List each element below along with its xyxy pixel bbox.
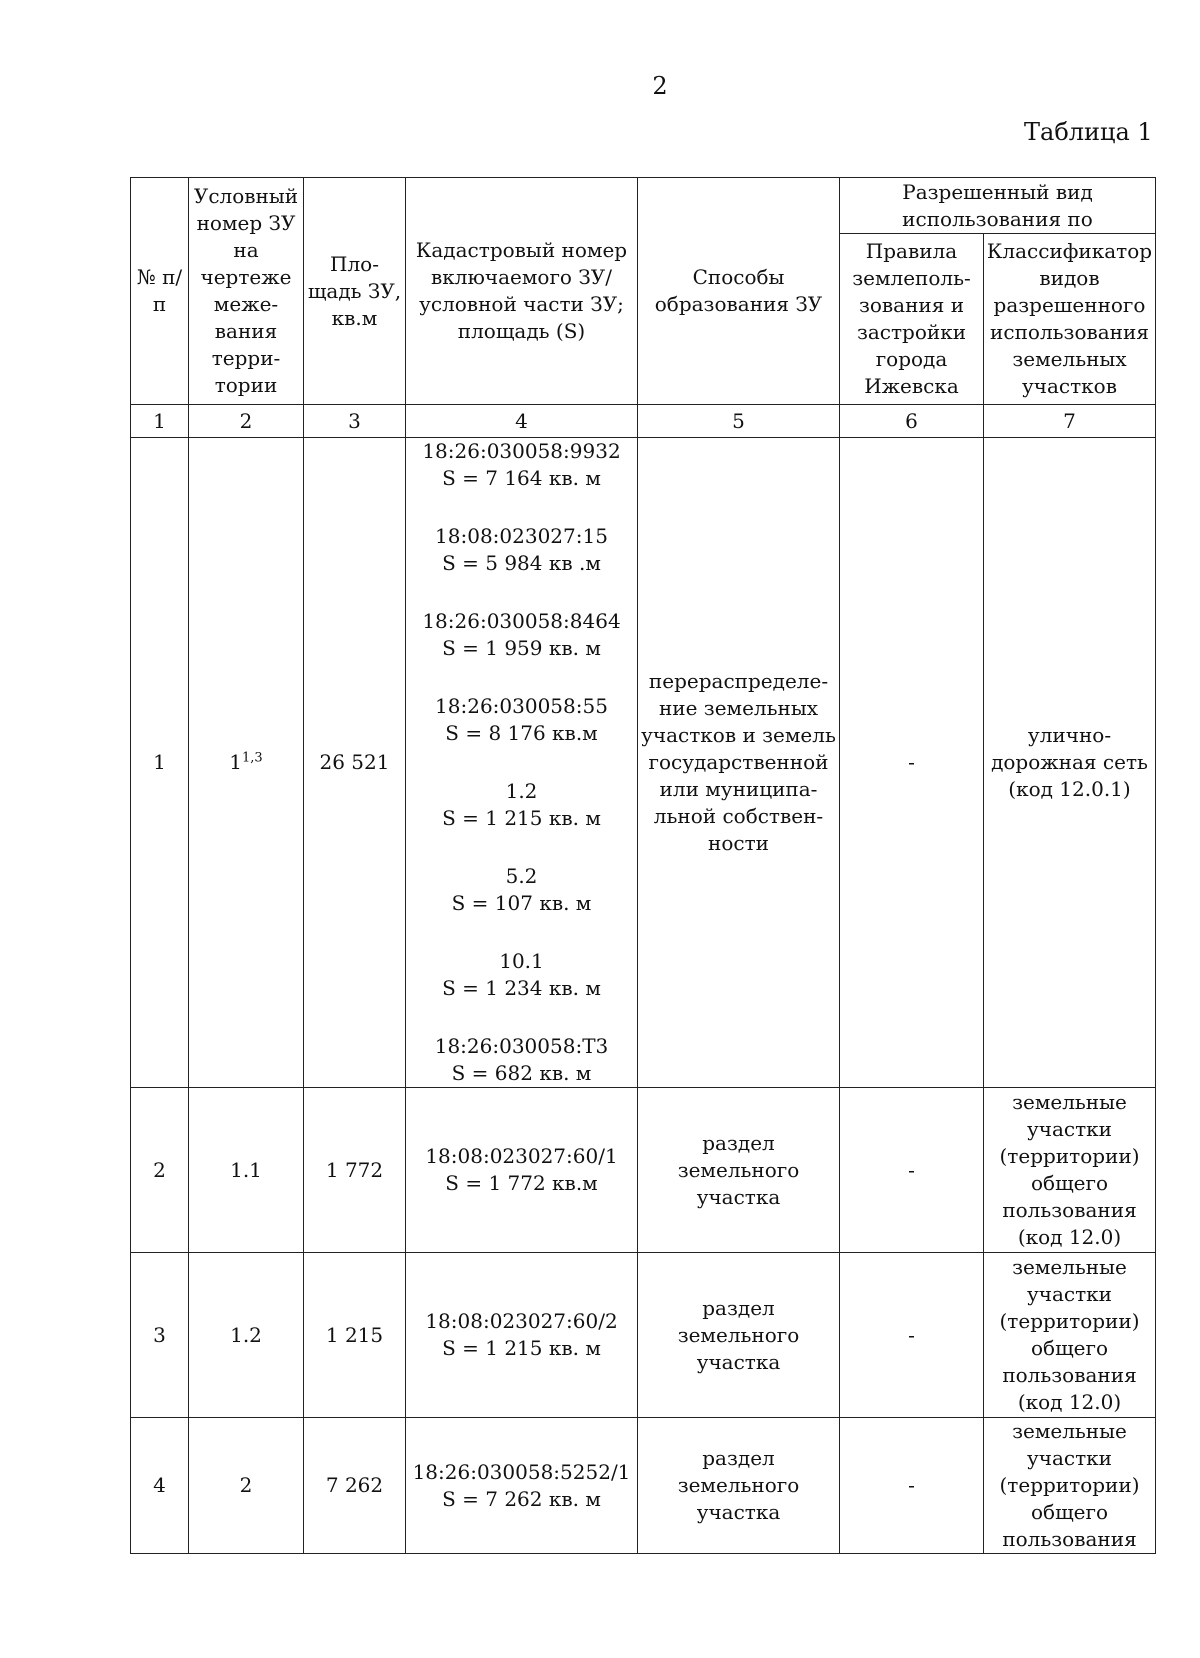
cadastral-area: S = 7 262 кв. м xyxy=(442,1486,601,1511)
cadastral-area: S = 8 176 кв.м xyxy=(445,721,598,745)
cadastral-id: 18:26:030058:5252/1 xyxy=(412,1459,631,1484)
zu-base: 1 xyxy=(229,750,243,774)
cadastral-entry xyxy=(408,948,635,1002)
row-zu-number: 2 xyxy=(189,1418,304,1554)
cadastral-id: 1.2 xyxy=(505,779,538,803)
header-col-classifier: Классификатор видов разрешенного использования земельных участков xyxy=(984,234,1156,405)
col-number-cell: 4 xyxy=(406,405,638,438)
cadastral-area: S = 7 164 кв. м xyxy=(442,466,601,490)
cadastral-area: S = 1 772 кв.м xyxy=(445,1171,598,1195)
col-number-cell: 7 xyxy=(984,405,1156,438)
cadastral-area: S = 5 984 кв .м xyxy=(442,551,601,575)
row-method: раздел земельного участка xyxy=(638,1088,840,1253)
col-number-cell: 6 xyxy=(840,405,984,438)
cadastral-id: 18:26:030058:8464 xyxy=(422,609,621,633)
cadastral-area: S = 1 215 кв. м xyxy=(442,806,601,830)
cadastral-area: S = 1 215 кв. м xyxy=(442,1336,601,1360)
header-col-rules: Правила землеполь-зования и застройки города Ижевска xyxy=(840,234,984,405)
row-rules: - xyxy=(840,438,984,1088)
row-number: 3 xyxy=(131,1253,189,1418)
cadastral-entry xyxy=(408,778,635,832)
row-number: 4 xyxy=(131,1418,189,1554)
cadastral-id: 18:08:023027:60/1 xyxy=(425,1144,618,1168)
header-col-method: Способы образования ЗУ xyxy=(638,178,840,405)
table-row xyxy=(131,1253,1156,1418)
table-caption: Таблица 1 xyxy=(1024,118,1153,146)
column-numbers-row xyxy=(131,405,1156,438)
header-col-zu: Условный номер ЗУ на чертеже меже-вания терри-тории xyxy=(189,178,304,405)
cadastral-entry xyxy=(408,438,635,492)
row-cadastral xyxy=(406,1418,638,1554)
header-col-area: Пло-щадь ЗУ, кв.м xyxy=(304,178,406,405)
row-area: 1 772 xyxy=(304,1088,406,1253)
cadastral-id: 18:08:023027:60/2 xyxy=(425,1309,618,1333)
row-zu-number xyxy=(189,438,304,1088)
row-rules: - xyxy=(840,1418,984,1554)
col-number-cell: 1 xyxy=(131,405,189,438)
row-classifier: земельные участки (территории) общего пользования (код 12.0) xyxy=(984,1253,1156,1418)
cadastral-id: 10.1 xyxy=(499,949,544,973)
row-cadastral xyxy=(406,1253,638,1418)
col-number-cell: 3 xyxy=(304,405,406,438)
header-col-number: № п/п xyxy=(131,178,189,405)
row-classifier: земельные участки (территории) общего пользования (код 12.0) xyxy=(984,1088,1156,1253)
row-zu-number: 1.2 xyxy=(189,1253,304,1418)
table-row xyxy=(131,1418,1156,1554)
row-cadastral xyxy=(406,1088,638,1253)
row-classifier: улично-дорожная сеть (код 12.0.1) xyxy=(984,438,1156,1088)
cadastral-entry xyxy=(408,523,635,577)
table-row xyxy=(131,438,1156,1088)
header-col-cadastral: Кадастровый номер включаемого ЗУ/ условной части ЗУ; площадь (S) xyxy=(406,178,638,405)
cadastral-entry xyxy=(408,693,635,747)
row-cadastral-list xyxy=(406,438,638,1088)
cadastral-id: 5.2 xyxy=(505,864,538,888)
cadastral-entry xyxy=(408,863,635,917)
header-row-1 xyxy=(131,178,1156,234)
row-rules: - xyxy=(840,1253,984,1418)
cadastral-area: S = 107 кв. м xyxy=(451,891,592,915)
cadastral-id: 18:08:023027:15 xyxy=(435,524,608,548)
zu-superscript: 1,3 xyxy=(242,750,263,766)
row-method: раздел земельного участка xyxy=(638,1253,840,1418)
row-area: 7 262 xyxy=(304,1418,406,1554)
page-number: 2 xyxy=(652,72,668,100)
land-plots-table xyxy=(130,177,1156,1554)
row-number: 1 xyxy=(131,438,189,1088)
row-method: перераспределе-ние земельных участков и земель государственной или муниципа-льной собствен-ности xyxy=(638,438,840,1088)
row-rules: - xyxy=(840,1088,984,1253)
row-zu-number: 1.1 xyxy=(189,1088,304,1253)
row-classifier: земельные участки (территории) общего пользования xyxy=(984,1418,1156,1554)
cadastral-area: S = 1 234 кв. м xyxy=(442,976,601,1000)
cadastral-entry xyxy=(408,1033,635,1087)
cadastral-area: S = 682 кв. м xyxy=(451,1061,592,1085)
col-number-cell: 2 xyxy=(189,405,304,438)
header-group-permitted-use: Разрешенный вид использования по xyxy=(840,178,1156,234)
row-area: 26 521 xyxy=(304,438,406,1088)
col-number-cell: 5 xyxy=(638,405,840,438)
table-row xyxy=(131,1088,1156,1253)
cadastral-area: S = 1 959 кв. м xyxy=(442,636,601,660)
cadastral-id: 18:26:030058:55 xyxy=(435,694,608,718)
cadastral-id: 18:26:030058:9932 xyxy=(422,439,621,463)
cadastral-entry xyxy=(408,608,635,662)
row-method: раздел земельного участка xyxy=(638,1418,840,1554)
row-number: 2 xyxy=(131,1088,189,1253)
row-area: 1 215 xyxy=(304,1253,406,1418)
cadastral-id: 18:26:030058:Т3 xyxy=(434,1034,609,1058)
